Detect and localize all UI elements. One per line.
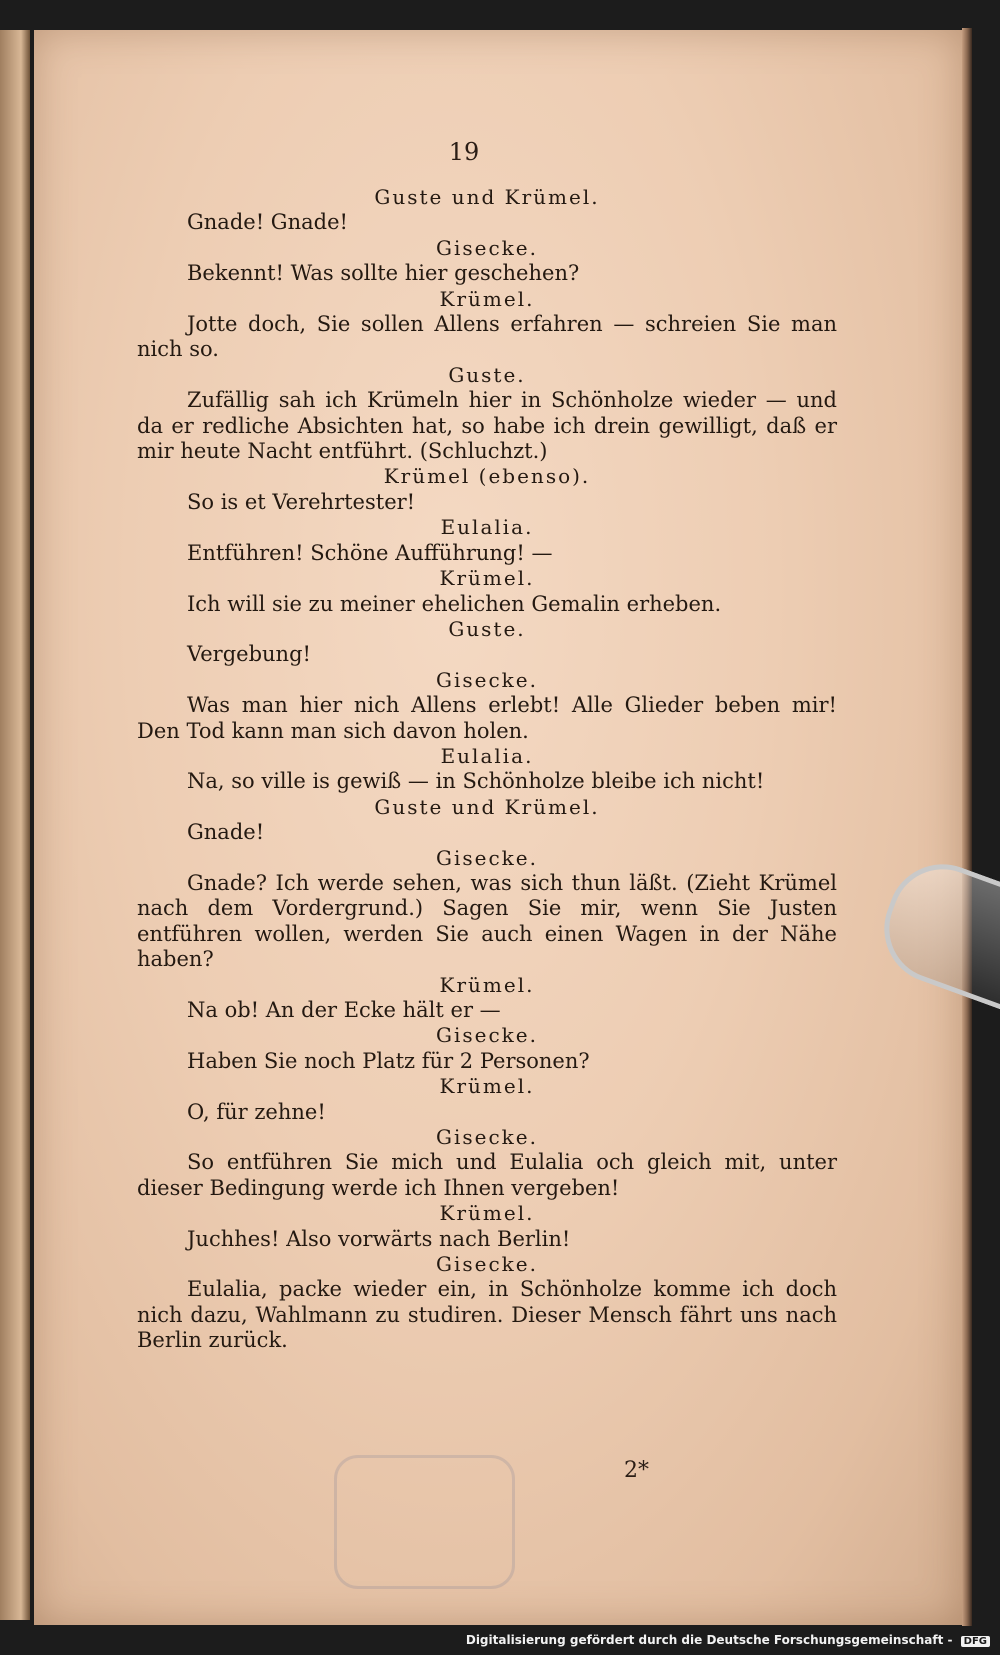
speaker-name: Gisecke. bbox=[436, 1023, 538, 1048]
speaker-name: Eulalia. bbox=[440, 743, 534, 768]
page-text bbox=[137, 185, 837, 1354]
dialogue-line: Vergebung! bbox=[187, 642, 311, 667]
speaker-name: Eulalia. bbox=[440, 515, 534, 540]
footer-credit bbox=[466, 1633, 990, 1647]
dialogue-line: Was man hier nich Allens erlebt! Alle Glieder beben mir! Den Tod kann man sich davon holen. bbox=[137, 693, 837, 743]
speaker-name: Gisecke. bbox=[436, 1125, 538, 1150]
speaker-name: Gisecke. bbox=[436, 1252, 538, 1277]
speaker-name: Krümel. bbox=[439, 566, 535, 591]
speaker-name: Krümel. bbox=[439, 972, 535, 997]
dialogue-line: Ich will sie zu meiner ehelichen Gemalin erheben. bbox=[187, 591, 722, 616]
speaker-name: Krümel. bbox=[439, 286, 535, 311]
speaker-name: Guste und Krümel. bbox=[374, 185, 600, 209]
dialogue-line: Haben Sie noch Platz für 2 Personen? bbox=[187, 1048, 590, 1073]
page-number: 19 bbox=[448, 138, 480, 166]
signature-mark: 2* bbox=[624, 1458, 649, 1483]
library-stamp bbox=[334, 1455, 515, 1589]
speaker-name: Guste. bbox=[448, 616, 526, 641]
dialogue-line: Juchhes! Also vorwärts nach Berlin! bbox=[187, 1226, 571, 1251]
dialogue-line: Bekennt! Was sollte hier geschehen? bbox=[187, 261, 580, 286]
book-edge bbox=[962, 28, 972, 1626]
dialogue-line: O, für zehne! bbox=[187, 1099, 326, 1124]
dialogue-line: Gnade! Gnade! bbox=[187, 210, 348, 235]
dialogue-line: Entführen! Schöne Aufführung! — bbox=[187, 540, 553, 565]
speaker-name: Gisecke. bbox=[436, 235, 538, 260]
footer-credit-text: Digitalisierung gefördert durch die Deutsche Forschungsgemeinschaft - bbox=[465, 1633, 953, 1647]
dialogue-line: Zufällig sah ich Krümeln hier in Schönholze wieder — und da er redliche Absichten hat, so habe ich drein gewilligt, daß er mir heute Nacht entführt. (Schluchzt.) bbox=[137, 388, 837, 464]
dialogue-line: Gnade? Ich werde sehen, was sich thun läßt. (Zieht Krümel nach dem Vordergrund.) Sagen Sie mir, wenn Sie Justen entführen wollen, werden Sie auch einen Wagen in der Nähe haben? bbox=[137, 870, 837, 972]
dialogue-line: Eulalia, packe wieder ein, in Schönholze komme ich doch nich dazu, Wahlmann zu studiren. Dieser Mensch fährt uns nach Berlin zurück. bbox=[137, 1277, 837, 1353]
speaker-name: Krümel. bbox=[439, 1074, 535, 1099]
speaker-name: Guste. bbox=[448, 362, 526, 387]
dialogue-line: So entführen Sie mich und Eulalia och gleich mit, unter dieser Bedingung werde ich Ihnen vergeben! bbox=[137, 1150, 837, 1200]
speaker-name: Gisecke. bbox=[436, 845, 538, 870]
dialogue-line: Jotte doch, Sie sollen Allens erfahren — schreien Sie man nich so. bbox=[137, 312, 837, 362]
dialogue-line: So is et Verehrtester! bbox=[187, 489, 416, 514]
dfg-logo-icon: DFG bbox=[961, 1636, 990, 1647]
previous-page-edge bbox=[0, 30, 30, 1620]
speaker-name: Krümel (ebenso). bbox=[383, 464, 591, 489]
book-page bbox=[34, 30, 962, 1625]
speaker-name: Guste und Krümel. bbox=[374, 794, 600, 819]
speaker-name: Gisecke. bbox=[436, 667, 538, 692]
dialogue-line: Na ob! An der Ecke hält er — bbox=[187, 998, 501, 1022]
dialogue-line: Gnade! bbox=[187, 820, 265, 845]
speaker-name: Krümel. bbox=[439, 1201, 535, 1226]
dialogue-line: Na, so ville is gewiß — in Schönholze bleibe ich nicht! bbox=[187, 769, 765, 794]
